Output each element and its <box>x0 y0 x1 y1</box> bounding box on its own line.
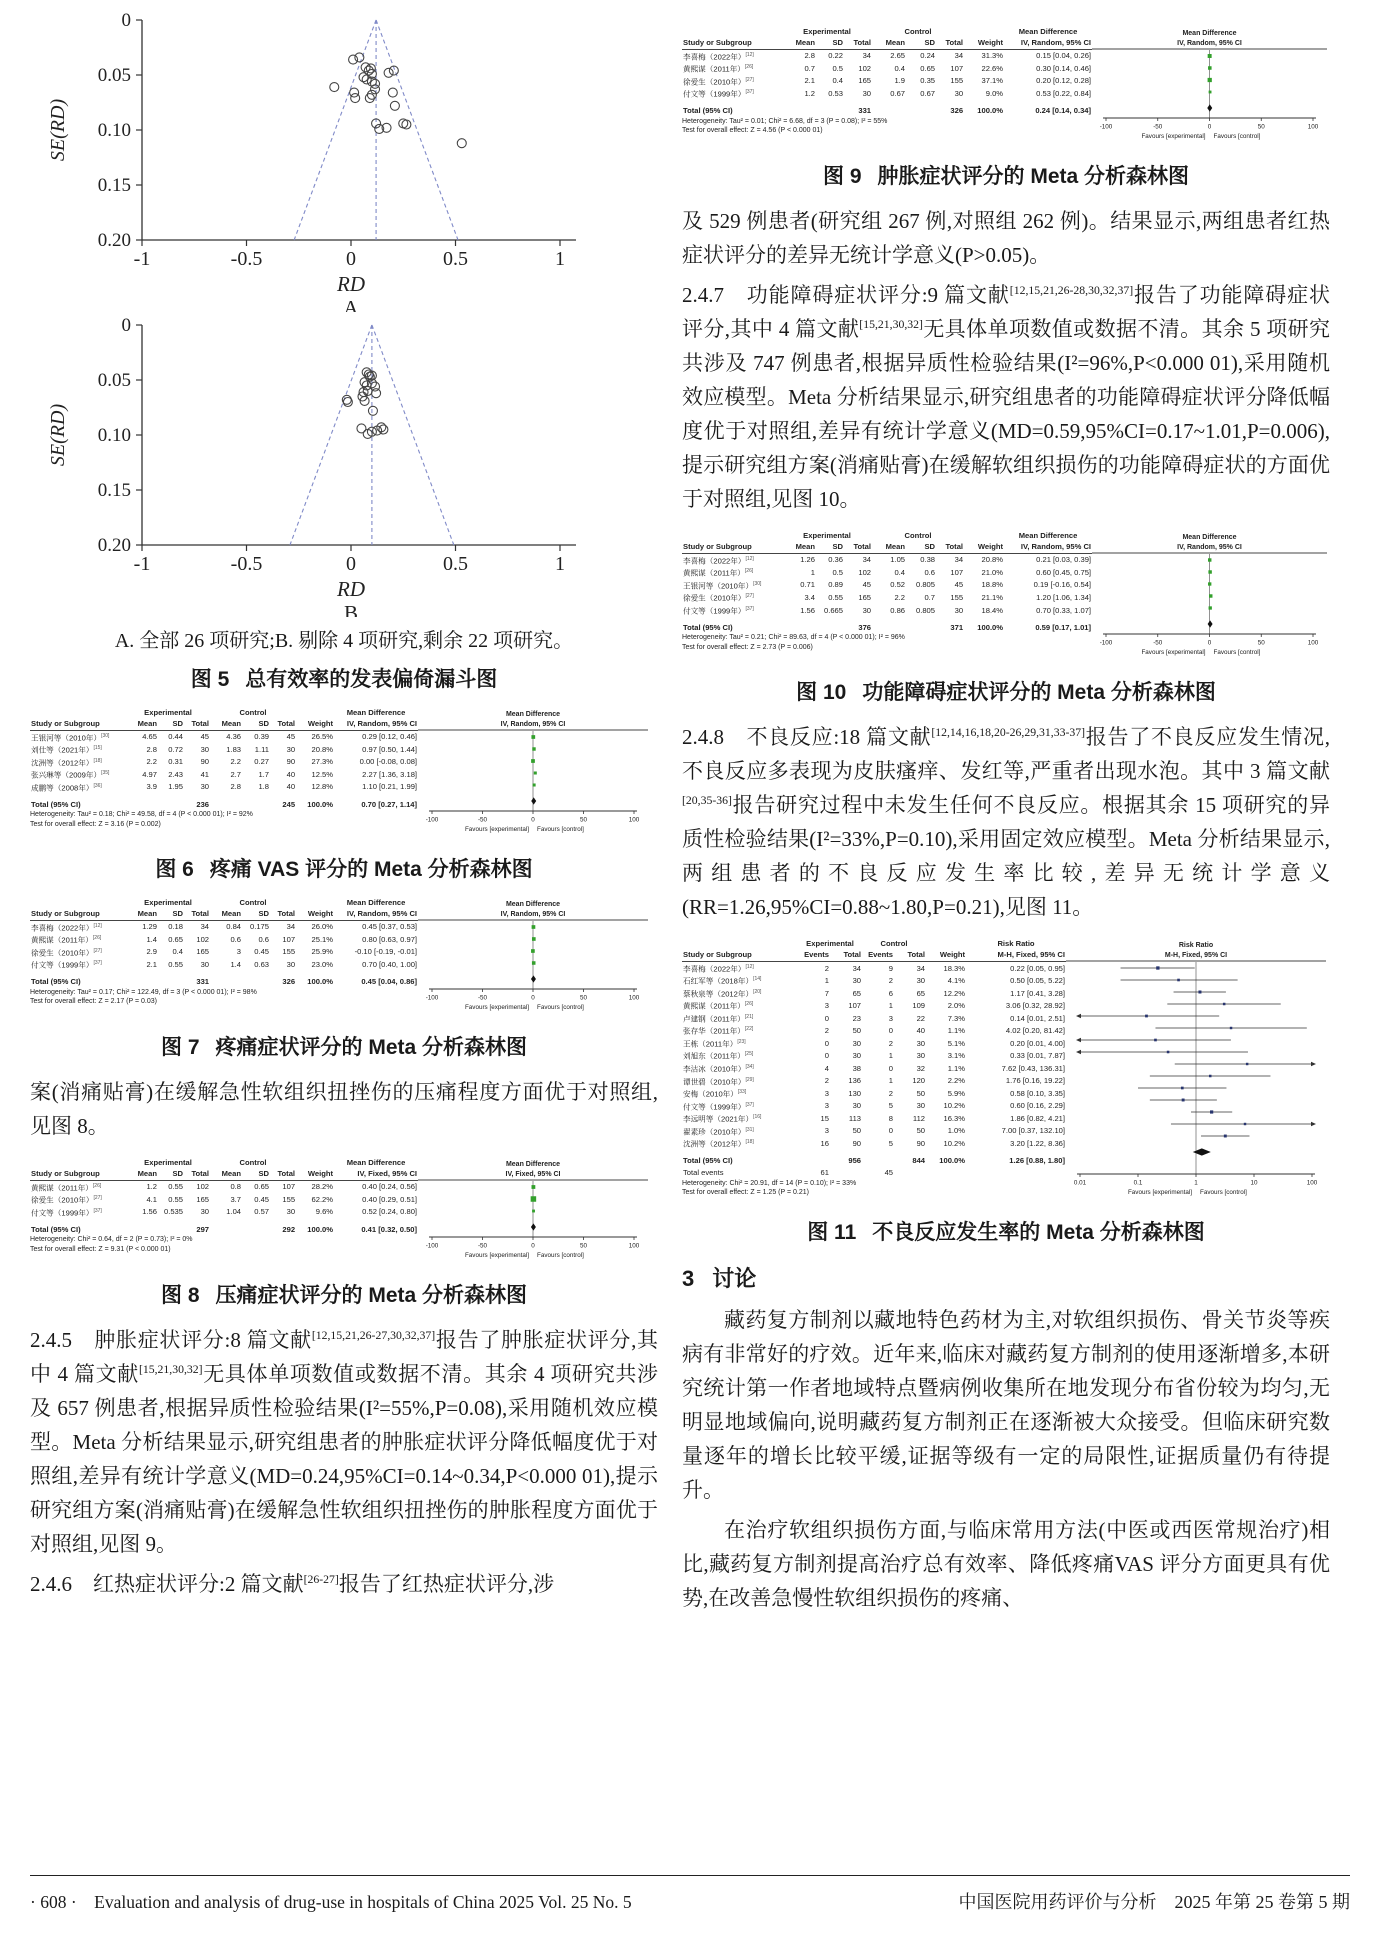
svg-text:0.5: 0.5 <box>443 553 468 575</box>
forest-plot-fig7 <box>30 897 658 1021</box>
svg-text:1: 1 <box>555 248 565 270</box>
svg-text:-50: -50 <box>477 816 488 824</box>
forest-row: 付文等（1999年）[37] 1.2 0.53 30 0.67 0.67 30 9.0% 0.53 [0.22, 0.84] <box>683 88 1092 99</box>
svg-text:0: 0 <box>346 248 356 270</box>
forest-plot-fig9 <box>682 26 1330 150</box>
svg-text:IV, Fixed, 95% CI: IV, Fixed, 95% CI <box>505 1171 561 1179</box>
forest-row: 付文等（1999年）[37] 1.56 0.535 30 1.04 0.57 30 9.6% 0.52 [0.24, 0.80] <box>31 1207 418 1218</box>
svg-text:0.01: 0.01 <box>1073 1179 1087 1187</box>
overall-effect-note: Test for overall effect: Z = 4.56 (P < 0.000 01) <box>682 127 823 135</box>
forest-table: Experimental Control Mean Difference Study or Subgroup Mean SD Total Mean SD Total Weight IV, Fixed, 95% CI 黄熙谋（2011年）[26] 1.2 0.55 102 0.8 0.65 107 28.2% 0.40 [0.24, 0.56] 徐爱生（2010年）[27] 4.1 0.55 165 3.7 0.45 155 62.2% 0.40 [0.29, 0.51] 付文等（1999年）[37] 1.56 0.535 30 1.04 0.57 30 9.6% 0.52 [0.24, 0.80] Total (95% CI) 297 292 100.0% 0.41 [0.32, 0.50] <box>31 1158 418 1234</box>
forest-figure <box>682 530 1330 666</box>
forest-figure <box>30 707 658 843</box>
figure11-title: 不良反应发生率的 Meta 分析森林图 <box>872 1221 1205 1245</box>
forest-table: Experimental Control Mean Difference Study or Subgroup Mean SD Total Mean SD Total Weight IV, Random, 95% CI 李喜梅（2022年）[12] 1.26 0.36 34 1.05 0.38 34 20.8% 0.21 [0.03, 0.39] 黄熙谋（2011年）[26] 1 0.5 102 0.4 0.6 107 21.0% 0.60 [0.45, 0.75] 王银河等（2010年）[30] 0.71 0.89 45 0.52 0.805 45 18.8% 0.19 [-0.16, 0.54] 徐爱生（2010年）[27] 3.4 0.55 165 2.2 0.7 155 21.1% 1.20 [1.06, 1.34] 付文等（1999年）[37] 1.56 0.665 30 0.86 0.805 30 18.4% 0.70 [0.33, 1.07] Total (95% CI) 376 371 100.0% 0.59 [0.17, 1.01] <box>683 531 1092 632</box>
svg-text:50: 50 <box>579 816 588 824</box>
svg-text:Favours [experimental]: Favours [experimental] <box>1127 1189 1192 1197</box>
svg-text:0.20: 0.20 <box>97 535 131 556</box>
paragraph-2-4-7: 2.4.7 功能障碍症状评分:9 篇文献[12,15,21,26-28,30,32,37]报告了功能障碍症状评分,其中 4 篇文献[15,21,30,32]无具体单项数值或数据不清。其余 5 项研究共涉及 747 例患者,根据异质性检验结果(I²=96%,P<0.000 01),采用随机效应模型。Meta 分析结果显示,研究组患者的功能障碍症状评分降低幅度优于对照组,差异有统计学意义(MD=0.59,95%CI=0.17~1.01,P=0.006),提示研究组方案(消痛贴膏)在缓解软组织损伤的功能障碍症状的方面优于对照组,见图 10。 <box>682 283 1331 512</box>
forest-row: 张存华（2011年）[22] 2 50 0 40 1.1% 4.02 [0.20, 81.42] <box>683 1026 1066 1036</box>
page-footer <box>30 1875 1350 1914</box>
svg-text:IV, Random, 95% CI: IV, Random, 95% CI <box>1177 40 1242 47</box>
heterogeneity-note: Heterogeneity: Chi² = 20.91, df = 14 (P = 0.10); I² = 33% <box>682 1179 857 1187</box>
svg-text:Risk Ratio: Risk Ratio <box>1178 942 1214 950</box>
page-number: · 608 · <box>30 1892 77 1912</box>
forest-row: 黄熙谋（2011年）[26] 1 0.5 102 0.4 0.6 107 21.0% 0.60 [0.45, 0.75] <box>683 567 1092 578</box>
section-heading-discussion <box>682 1262 1330 1293</box>
svg-text:Favours [control]: Favours [control] <box>537 1252 584 1260</box>
figure9-title: 肿胀症状评分的 Meta 分析森林图 <box>877 165 1190 188</box>
funnel-svg <box>30 12 652 312</box>
forest-plot-fig10 <box>682 530 1330 666</box>
forest-row: 刘旭东（2011年）[25] 0 30 1 30 3.1% 0.33 [0.01, 7.87] <box>683 1051 1066 1061</box>
forest-row: 沈洲等（2012年）[18] 2.2 0.31 90 2.2 0.27 90 27.3% 0.00 [-0.08, 0.08] <box>31 757 418 768</box>
svg-text:-100: -100 <box>1099 639 1113 647</box>
forest-row: 黄熙谋（2011年）[26] 1.2 0.55 102 0.8 0.65 107 28.2% 0.40 [0.24, 0.56] <box>31 1182 418 1193</box>
paragraph-2-4-5: 2.4.5 肿胀症状评分:8 篇文献[12,15,21,26-27,30,32,37]报告了肿胀症状评分,其中 4 篇文献[15,21,30,32]无具体单项数值或数据不清。其余 4 项研究共涉及 657 例患者,根据异质性检验结果(I²=55%,P=0.08),采用随机效应模型。Meta 分析结果显示,研究组患者的肿胀症状评分降低幅度优于对照组,差异有统计学意义(MD=0.24,95%CI=0.14~0.34,P<0.000 01),提示研究组方案(消痛贴膏)在缓解急性软组织扭挫伤的肿胀程度方面优于对照组,见图 9。 <box>30 1328 659 1557</box>
figure9-number: 图 9 <box>822 165 862 188</box>
forest-row: 徐爱生（2010年）[27] 3.4 0.55 165 2.2 0.7 155 21.1% 1.20 [1.06, 1.34] <box>683 593 1092 603</box>
paragraph-2-4-8: 2.4.8 不良反应:18 篇文献[12,14,16,18,20-26,29,31,33-37]报告了不良反应发生情况,不良反应多表现为皮肤瘙痒、发红等,严重者出现水泡。其中 3 篇文献[20,35-36]报告研究过程中未发生任何不良反应。根据其余 15 项研究的异质性检验结果(I²=33%,P=0.10),采用固定效应模型。Meta 分析结果显示,两组患者的不良反应发生率比较,差异无统计学意义(RR=1.26,95%CI=0.88~1.80,P=0.21),见图 11。 <box>682 725 1330 920</box>
svg-text:0.5: 0.5 <box>443 248 468 270</box>
svg-text:-50: -50 <box>477 1242 488 1250</box>
funnel-plot-b <box>30 317 658 622</box>
svg-text:Favours [control]: Favours [control] <box>537 1004 584 1011</box>
forest-row: 李远明等（2021年）[16] 15 113 8 112 16.3% 1.86 [0.82, 4.21] <box>683 1113 1066 1124</box>
paragraph-2-4-6: 2.4.6 红热症状评分:2 篇文献[26-27]报告了红热症状评分,涉 <box>30 1572 555 1597</box>
heterogeneity-note: Heterogeneity: Tau² = 0.01; Chi² = 6.68, df = 3 (P = 0.08); I² = 55% <box>682 117 888 125</box>
svg-text:Favours [control]: Favours [control] <box>1200 1189 1247 1197</box>
svg-text:Favours [control]: Favours [control] <box>537 826 584 833</box>
svg-text:100: 100 <box>628 816 640 824</box>
right-column <box>682 12 1330 1621</box>
svg-text:0.20: 0.20 <box>97 230 131 251</box>
svg-text:0: 0 <box>121 317 131 336</box>
forest-row: 李喜梅（2022年）[12] 2.8 0.22 34 2.65 0.24 34 31.3% 0.15 [0.04, 0.26] <box>683 51 1092 62</box>
forest-row: 刘仕等（2021年）[15] 2.8 0.72 30 1.83 1.11 30 20.8% 0.97 [0.50, 1.44] <box>31 744 418 755</box>
forest-figure <box>30 897 658 1021</box>
forest-row: 王银河等（2010年）[30] 4.65 0.44 45 4.36 0.39 45 26.5% 0.29 [0.12, 0.46] <box>31 732 418 743</box>
svg-text:50: 50 <box>1257 639 1265 647</box>
forest-row: 黄熙谋（2011年）[26] 1.4 0.65 102 0.6 0.6 107 25.1% 0.80 [0.63, 0.97] <box>31 934 418 945</box>
forest-ci-plot <box>1092 26 1327 145</box>
forest-row: 安梅（2010年）[33] 3 130 2 50 5.9% 0.58 [0.10, 3.35] <box>683 1088 1066 1099</box>
forest-figure <box>682 26 1330 150</box>
svg-text:Mean Difference: Mean Difference <box>505 711 561 718</box>
svg-text:100: 100 <box>1307 639 1319 647</box>
forest-row: 王栋（2011年）[23] 0 30 2 30 5.1% 0.20 [0.01, 4.00] <box>683 1038 1066 1049</box>
svg-text:Favours [control]: Favours [control] <box>1213 649 1261 657</box>
forest-row: 黄熙谋（2011年）[26] 0.7 0.5 102 0.4 0.65 107 22.6% 0.30 [0.14, 0.46] <box>683 63 1092 74</box>
forest-figure <box>30 1157 658 1269</box>
svg-text:100: 100 <box>1307 123 1319 131</box>
svg-text:-100: -100 <box>425 994 439 1002</box>
svg-text:-0.5: -0.5 <box>230 248 263 270</box>
forest-row: 沈洲等（2012年）[18] 16 90 5 90 10.2% 3.20 [1.22, 8.36] <box>683 1138 1066 1149</box>
svg-text:M-H, Fixed, 95% CI: M-H, Fixed, 95% CI <box>1164 952 1228 960</box>
forest-row: 卢建钢（2011年）[21] 0 23 3 22 7.3% 0.14 [0.01, 2.51] <box>683 1013 1066 1024</box>
forest-row: 付文等（1999年）[37] 3 30 5 30 10.2% 0.60 [0.16, 2.29] <box>683 1101 1066 1112</box>
forest-row: 石红军等（2018年）[14] 1 30 2 30 4.1% 0.50 [0.05, 5.22] <box>683 976 1066 986</box>
forest-row: 徐爱生（2010年）[27] 4.1 0.55 165 3.7 0.45 155 62.2% 0.40 [0.29, 0.51] <box>31 1194 418 1205</box>
forest-plot-fig11 <box>682 938 1330 1206</box>
svg-text:RD: RD <box>337 577 365 601</box>
figure10-caption <box>682 676 1330 706</box>
heterogeneity-note: Heterogeneity: Tau² = 0.18; Chi² = 49.58, df = 4 (P < 0.000 01); I² = 92% <box>30 811 253 819</box>
svg-text:0.05: 0.05 <box>97 370 131 391</box>
svg-text:0.15: 0.15 <box>97 480 131 501</box>
figure5-caption <box>30 663 658 693</box>
svg-text:0.05: 0.05 <box>97 65 131 86</box>
figure6-title: 疼痛 VAS 评分的 Meta 分析森林图 <box>209 858 533 881</box>
figure11-number: 图 11 <box>807 1221 857 1245</box>
svg-text:100: 100 <box>628 994 640 1002</box>
forest-table: Experimental Control Mean Difference Study or Subgroup Mean SD Total Mean SD Total Weight IV, Random, 95% CI 李喜梅（2022年）[12] 1.29 0.18 34 0.84 0.175 34 26.0% 0.45 [0.37, 0.53] 黄熙谋（2011年）[26] 1.4 0.65 102 0.6 0.6 107 25.1% 0.80 [0.63, 0.97] 徐爱生（2010年）[27] 2.9 0.4 165 3 0.45 155 25.9% -0.10 [-0.19, -0.01] 付文等（1999年）[37] 2.1 0.55 30 1.4 0.63 30 23.0% 0.70 [0.40, 1.00] Total (95% CI) 331 326 100.0% 0.45 [0.04, 0.86] <box>31 898 418 987</box>
svg-text:0: 0 <box>346 553 356 575</box>
svg-text:-50: -50 <box>477 994 488 1002</box>
svg-text:Favours [experimental]: Favours [experimental] <box>464 826 529 833</box>
forest-row: 李喜梅（2022年）[12] 1.29 0.18 34 0.84 0.175 34 26.0% 0.45 [0.37, 0.53] <box>31 922 418 933</box>
svg-text:Favours [experimental]: Favours [experimental] <box>464 1004 529 1011</box>
svg-text:SE(RD): SE(RD) <box>47 403 69 467</box>
svg-text:IV, Random, 95% CI: IV, Random, 95% CI <box>500 911 566 918</box>
overall-effect-note: Test for overall effect: Z = 3.16 (P = 0.002) <box>30 820 161 828</box>
svg-text:-50: -50 <box>1153 639 1163 647</box>
svg-text:100: 100 <box>1306 1179 1318 1187</box>
svg-text:-50: -50 <box>1153 123 1163 131</box>
forest-ci-plot <box>418 1157 648 1264</box>
figure8-caption <box>30 1279 658 1309</box>
svg-text:-0.5: -0.5 <box>230 553 263 575</box>
figure7-number: 图 7 <box>160 1036 200 1059</box>
forest-row: 徐爱生（2010年）[27] 2.9 0.4 165 3 0.45 155 25.9% -0.10 [-0.19, -0.01] <box>31 947 418 958</box>
figure7-caption <box>30 1031 658 1061</box>
svg-text:Favours [control]: Favours [control] <box>1213 133 1261 140</box>
figure11-caption <box>682 1216 1330 1246</box>
heterogeneity-note: Heterogeneity: Tau² = 0.21; Chi² = 89.63, df = 4 (P < 0.000 01); I² = 96% <box>682 634 905 642</box>
svg-text:1: 1 <box>555 553 565 575</box>
figure5-note: A. 全部 26 项研究;B. 剔除 4 项研究,剩余 22 项研究。 <box>114 630 574 652</box>
svg-text:IV, Random, 95% CI: IV, Random, 95% CI <box>500 721 566 728</box>
svg-text:B: B <box>343 601 359 617</box>
overall-effect-note: Test for overall effect: Z = 2.17 (P = 0.03) <box>30 998 157 1006</box>
forest-figure <box>682 938 1330 1206</box>
svg-text:Mean Difference: Mean Difference <box>505 901 561 908</box>
figure5-number: 图 5 <box>190 668 230 691</box>
svg-text:0: 0 <box>531 816 535 824</box>
footer-left <box>30 1892 632 1913</box>
svg-text:IV, Random, 95% CI: IV, Random, 95% CI <box>1177 544 1242 552</box>
forest-row: 李沽冰（2010年）[34] 4 38 0 32 1.1% 7.62 [0.43, 136.31] <box>683 1063 1066 1074</box>
overall-effect-note: Test for overall effect: Z = 1.25 (P = 0.21) <box>682 1189 809 1197</box>
svg-text:Mean Difference: Mean Difference <box>505 1161 561 1169</box>
left-column <box>30 12 658 1621</box>
paragraph-discussion-1: 藏药复方制剂以藏地特色药材为主,对软组织损伤、骨关节炎等疾病有非常好的疗效。近年来,临床对藏药复方制剂的使用逐渐增多,本研究统计第一作者地域特点暨病例收集所在地发现分布省份较为均匀,无明显地域偏向,说明藏药复方制剂正在逐渐被大众接受。但临床研究数量逐年的增长比较平缓,证据等级有一定的局限性,证据质量仍有待提升。 <box>682 1308 1330 1503</box>
svg-text:0: 0 <box>121 12 131 31</box>
svg-text:-1: -1 <box>133 553 151 575</box>
forest-row: 付文等（1999年）[37] 1.56 0.665 30 0.86 0.805 30 18.4% 0.70 [0.33, 1.07] <box>683 605 1092 616</box>
svg-text:50: 50 <box>579 1242 588 1250</box>
forest-ci-plot <box>418 897 648 1016</box>
forest-table: Experimental Control Risk Ratio Study or Subgroup Events Total Events Total Weight M-H, Fixed, 95% CI 李喜梅（2022年）[12] 2 34 9 34 18.3% 0.22 [0.05, 0.95] 石红军等（2018年）[14] 1 30 2 30 4.1% 0.50 [0.05, 5.22] 蔡秋泉等（2012年）[20] 7 65 6 65 12.2% 1.17 [0.41, 3.28] 黄熙谋（2011年）[26] 3 107 1 109 2.0% 3.06 [0.32, 28.92] 卢建钢（2011年）[21] 0 23 3 22 7.3% 0.14 [0.01, 2.51] 张存华（2011年）[22] 2 50 0 40 1.1% 4.02 [0.20, 81.42] 王栋（2011年）[23] 0 30 2 30 5.1% 0.20 [0.01, 4.00] 刘旭东（2011年）[25] 0 30 1 30 3.1% 0.33 [0.01, 7.87] 李沽冰（2010年）[34] 4 38 0 32 1.1% 7.62 [0.43, 136.31] 谭世碧（2010年）[29] 2 136 1 120 2.2% 1.76 [0.16, 19.22] 安梅（2010年）[33] 3 130 2 50 5.9% 0.58 [0.10, 3.35] 付文等（1999年）[37] 3 30 5 30 10.2% 0.60 [0.16, 2.29] 李远明等（2021年）[16] 15 113 8 112 16.3% 1.86 [0.82, 4.21] 翟素珍（2010年）[31] 3 50 0 50 1.0% 7.00 [0.37, 132.10] 沈洲等（2012年）[18] 16 90 5 90 10.2% 3.20 [1.22, 8.36] Total (95% CI) 956 844 100.0% 1.26 [0.88, 1.80] Total events 61 45 <box>683 939 1066 1178</box>
forest-row: 李喜梅（2022年）[12] 2 34 9 34 18.3% 0.22 [0.05, 0.95] <box>683 963 1066 974</box>
overall-effect-note: Test for overall effect: Z = 2.73 (P = 0.006) <box>682 643 813 651</box>
figure6-caption <box>30 853 658 883</box>
forest-row: 李喜梅（2022年）[12] 1.26 0.36 34 1.05 0.38 34 20.8% 0.21 [0.03, 0.39] <box>683 555 1092 566</box>
forest-ci-plot <box>418 707 648 838</box>
svg-text:50: 50 <box>1257 123 1265 131</box>
forest-row: 蔡秋泉等（2012年）[20] 7 65 6 65 12.2% 1.17 [0.41, 3.28] <box>683 988 1066 999</box>
svg-text:0.15: 0.15 <box>97 175 131 196</box>
figure10-title: 功能障碍症状评分的 Meta 分析森林图 <box>862 681 1216 705</box>
forest-row: 付文等（1999年）[37] 2.1 0.55 30 1.4 0.63 30 23.0% 0.70 [0.40, 1.00] <box>31 959 418 970</box>
svg-text:Favours [experimental]: Favours [experimental] <box>464 1252 529 1260</box>
svg-text:1: 1 <box>1194 1179 1198 1187</box>
overall-effect-note: Test for overall effect: Z = 9.31 (P < 0.000 01) <box>30 1245 171 1253</box>
forest-plot-fig6 <box>30 707 658 843</box>
svg-text:10: 10 <box>1250 1179 1258 1187</box>
figure5-title: 总有效率的发表偏倚漏斗图 <box>245 668 498 691</box>
svg-text:0: 0 <box>1207 123 1212 131</box>
svg-text:0.10: 0.10 <box>97 120 131 141</box>
footer-journal-cn: 中国医院用药评价与分析 2025 年第 25 卷第 5 期 <box>958 1892 1350 1912</box>
forest-row: 张兴琳等（2009年）[35] 4.97 2.43 41 2.7 1.7 40 12.5% 2.27 [1.36, 3.18] <box>31 769 418 780</box>
forest-row: 黄熙谋（2011年）[26] 3 107 1 109 2.0% 3.06 [0.32, 28.92] <box>683 1001 1066 1011</box>
forest-row: 王银河等（2010年）[30] 0.71 0.89 45 0.52 0.805 45 18.8% 0.19 [-0.16, 0.54] <box>683 580 1092 591</box>
svg-text:0.10: 0.10 <box>97 425 131 446</box>
svg-text:50: 50 <box>579 994 588 1002</box>
svg-text:0: 0 <box>1207 639 1212 647</box>
svg-text:RD: RD <box>337 272 365 296</box>
paragraph-case-continuation: 案(消痛贴膏)在缓解急性软组织扭挫伤的压痛程度方面优于对照组,见图 8。 <box>30 1080 658 1139</box>
funnel-svg <box>30 317 652 617</box>
paragraph-redheat-continuation: 及 529 例患者(研究组 267 例,对照组 262 例)。结果显示,两组患者红热症状评分的差异无统计学意义(P>0.05)。 <box>682 209 1330 268</box>
svg-text:A: A <box>343 296 359 312</box>
svg-text:Mean Difference: Mean Difference <box>1182 534 1237 542</box>
svg-text:Favours [experimental]: Favours [experimental] <box>1141 649 1206 657</box>
paragraph-discussion-2: 在治疗软组织损伤方面,与临床常用方法(中医或西医常规治疗)相比,藏药复方制剂提高治疗总有效率、降低疼痛VAS 评分方面更具有优势,在改善急慢性软组织损伤的疼痛、 <box>682 1518 1330 1611</box>
svg-text:0: 0 <box>531 1242 535 1250</box>
svg-text:-100: -100 <box>425 1242 439 1250</box>
footer-journal-en: Evaluation and analysis of drug-use in hospitals of China 2025 Vol. 25 No. 5 <box>94 1892 632 1912</box>
section-title: 讨论 <box>712 1266 757 1292</box>
forest-ci-plot <box>1066 938 1326 1201</box>
section-number: 3 <box>682 1266 695 1292</box>
heterogeneity-note: Heterogeneity: Tau² = 0.17; Chi² = 122.49, df = 3 (P < 0.000 01); I² = 98% <box>30 988 257 996</box>
forest-table: Experimental Control Mean Difference Study or Subgroup Mean SD Total Mean SD Total Weight IV, Random, 95% CI 王银河等（2010年）[30] 4.65 0.44 45 4.36 0.39 45 26.5% 0.29 [0.12, 0.46] 刘仕等（2021年）[15] 2.8 0.72 30 1.83 1.11 30 20.8% 0.97 [0.50, 1.44] 沈洲等（2012年）[18] 2.2 0.31 90 2.2 0.27 90 27.3% 0.00 [-0.08, 0.08] 张兴琳等（2009年）[35] 4.97 2.43 41 2.7 1.7 40 12.5% 2.27 [1.36, 3.18] 成鹏等（2008年）[36] 3.9 1.95 30 2.8 1.8 40 12.8% 1.10 [0.21, 1.99] Total (95% CI) 236 245 100.0% 0.70 [0.27, 1.14] <box>31 708 418 809</box>
forest-plot-fig8 <box>30 1157 658 1269</box>
forest-row: 谭世碧（2010年）[29] 2 136 1 120 2.2% 1.76 [0.16, 19.22] <box>683 1076 1066 1087</box>
svg-text:SE(RD): SE(RD) <box>47 98 69 162</box>
funnel-plot-a <box>30 12 658 317</box>
svg-text:0.1: 0.1 <box>1133 1179 1143 1187</box>
forest-row: 徐爱生（2010年）[27] 2.1 0.4 165 1.9 0.35 155 37.1% 0.20 [0.12, 0.28] <box>683 76 1092 87</box>
svg-text:100: 100 <box>628 1242 640 1250</box>
forest-row: 翟素珍（2010年）[31] 3 50 0 50 1.0% 7.00 [0.37, 132.10] <box>683 1126 1066 1137</box>
svg-text:-100: -100 <box>1099 123 1113 131</box>
svg-text:Favours [experimental]: Favours [experimental] <box>1141 133 1206 140</box>
figure8-number: 图 8 <box>160 1284 200 1308</box>
heterogeneity-note: Heterogeneity: Chi² = 0.64, df = 2 (P = 0.73); I² = 0% <box>30 1236 193 1244</box>
svg-text:-100: -100 <box>425 816 439 824</box>
forest-ci-plot <box>1092 530 1327 661</box>
figure6-number: 图 6 <box>155 858 194 881</box>
figure10-number: 图 10 <box>796 681 847 705</box>
figure7-title: 疼痛症状评分的 Meta 分析森林图 <box>215 1036 528 1059</box>
svg-text:Mean Difference: Mean Difference <box>1182 30 1237 37</box>
figure8-title: 压痛症状评分的 Meta 分析森林图 <box>215 1284 528 1308</box>
forest-row: 成鹏等（2008年）[36] 3.9 1.95 30 2.8 1.8 40 12.8% 1.10 [0.21, 1.99] <box>31 782 418 793</box>
forest-table: Experimental Control Mean Difference Study or Subgroup Mean SD Total Mean SD Total Weight IV, Random, 95% CI 李喜梅（2022年）[12] 2.8 0.22 34 2.65 0.24 34 31.3% 0.15 [0.04, 0.26] 黄熙谋（2011年）[26] 0.7 0.5 102 0.4 0.65 107 22.6% 0.30 [0.14, 0.46] 徐爱生（2010年）[27] 2.1 0.4 165 1.9 0.35 155 37.1% 0.20 [0.12, 0.28] 付文等（1999年）[37] 1.2 0.53 30 0.67 0.67 30 9.0% 0.53 [0.22, 0.84] Total (95% CI) 331 326 100.0% 0.24 [0.14, 0.34] <box>683 27 1092 116</box>
figure9-caption <box>682 160 1330 190</box>
svg-text:-1: -1 <box>133 248 151 270</box>
svg-text:0: 0 <box>531 994 535 1002</box>
